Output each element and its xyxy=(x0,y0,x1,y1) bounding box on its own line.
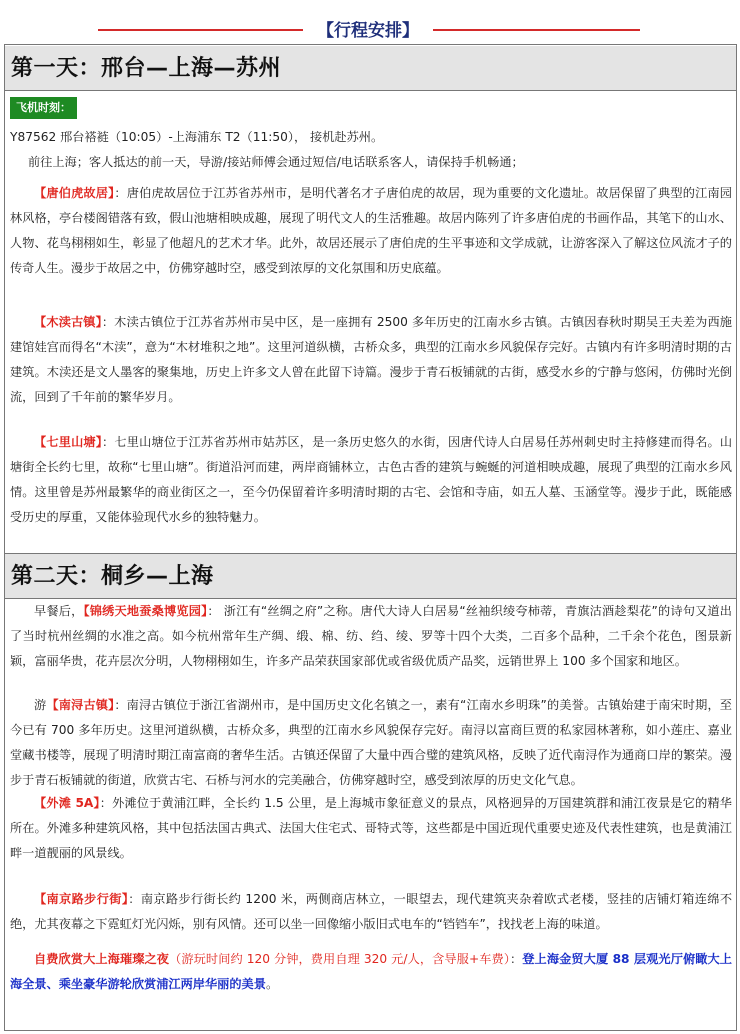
spot-tag: 【木渎古镇】 xyxy=(34,315,102,329)
spot-tag: 【外滩 5A】 xyxy=(34,796,100,810)
optional-highlight: 登上海金贸大厦 88 层观光厅俯瞰大上海全景、乘坐豪华游轮欣赏浦江两岸华丽的美景 xyxy=(10,952,732,991)
optional-colon: ： xyxy=(510,952,523,966)
day1-header xyxy=(5,46,736,91)
section-header xyxy=(0,14,740,44)
spot-text: ：七里山塘位于江苏省苏州市姑苏区，是一条历史悠久的水街，因唐代诗人白居易任苏州刺史时主持修建而得名。山塘街全长约七里，故称“七里山塘”。街道沿河而建，两岸商铺林立，古色古香的建筑与蜿蜒的河道相映成趣，展现了典型的江南水乡风情。这里曾是苏州最繁华的商业街区之一，至今仍保留着许多明清时期的古宅、会馆和寺庙，如五人墓、玉涵堂等。漫步于此，既能感受历史的厚重，又能体验现代水乡的独特魅力。 xyxy=(10,435,733,524)
spot-text: ：外滩位于黄浦江畔，全长约 1.5 公里，是上海城市象征意义的景点，风格迥异的万国建筑群和浦江夜景是它的精华所在。外滩多种建筑风格，其中包括法国古典式、法国大住宅式、哥特式等，这些都是中国近现代重要史迹及代表性建筑，也是黄浦江畔一道靓丽的风景线。 xyxy=(10,796,732,860)
spot-text: ：南浔古镇位于浙江省湖州市，是中国历史文化名镇之一，素有“江南水乡明珠”的美誉。古镇始建于南宋时期，至今已有 700 多年历史。这里河道纵横，古桥众多，典型的江南水乡风貌保存完好。南浔以富商巨贾的私家园林著称，如小莲庄、嘉业堂藏书楼等，展现了明清时期江南富商的奢华生活。古镇还保留了大量中西合璧的建筑风格，反映了近代南浔作为通商口岸的繁荣。漫步于青石板铺就的街道，欣赏古宅、石桥与河水的完美融合，仿佛穿越时空，感受到浓厚的历史文化气息。 xyxy=(10,698,732,787)
day1-title: 第一天：邢台—上海—苏州 xyxy=(11,56,282,81)
spot-tangbohu xyxy=(10,181,732,281)
optional-end: 。 xyxy=(265,977,279,991)
flight-info: Y87562 邢台褡裢（10:05）-上海浦东 T2（11:50）， 接机赴苏州。 xyxy=(10,130,384,144)
itinerary-frame xyxy=(4,44,737,1031)
spot-tag: 【南京路步行街】 xyxy=(34,892,129,906)
section-title: 【行程安排】 xyxy=(317,21,419,41)
flight-time-badge: 飞机时刻： xyxy=(10,97,77,119)
spot-silk-museum xyxy=(10,599,732,674)
spot-nanjing-road xyxy=(10,887,732,937)
spot-nanxun xyxy=(10,693,732,793)
spot-tag: 【七里山塘】 xyxy=(34,435,103,449)
spot-prefix: 早餐后， xyxy=(34,604,84,618)
spot-shantang xyxy=(10,430,732,530)
spot-tag: 【锦绣天地蚕桑博览园】 xyxy=(83,604,208,618)
spot-tag: 【南浔古镇】 xyxy=(46,698,115,712)
spot-text: ： 浙江有“丝绸之府”之称。唐代大诗人白居易“丝袖织绫夸柿蒂，青旗沽酒趁梨花”的诗句又道出了当时杭州丝绸的水准之高。如今杭州常年生产绸、缎、棉、纺、绉、绫、罗等十四个大类，二百多个品种，二千余个花色，图景新颖，富丽华贵，花卉层次分明，人物栩栩如生，许多产品荣获国家部优或省级优质产品奖，远销世界上 100 多个国家和地区。 xyxy=(10,604,732,668)
optional-tag: 自费欣赏大上海璀璨之夜 xyxy=(34,952,170,966)
optional-night-tour xyxy=(10,947,732,997)
spot-text: ：木渎古镇位于江苏省苏州市吴中区，是一座拥有 2500 多年历史的江南水乡古镇。古镇因春秋时期吴王夫差为西施建馆娃宫而得名“木渎”，意为“木材堆积之地”。这里河道纵横，古桥众多，典型的江南水乡风貌保存完好。古镇内有许多明清时期的古建筑。木渎还是文人墨客的聚集地，历史上许多文人曾在此留下诗篇。漫步于青石板铺就的古街，感受水乡的宁静与悠闲，仿佛时光倒流，回到了千年前的繁华岁月。 xyxy=(10,315,732,404)
optional-fee-note: （游玩时间约 120 分钟，费用自理 320 元/人，含导服+车费） xyxy=(169,952,510,966)
spot-text: ：唐伯虎故居位于江苏省苏州市，是明代著名才子唐伯虎的故居，现为重要的文化遗址。故居保留了典型的江南园林风格，亭台楼阁错落有致，假山池塘相映成趣，展现了明代文人的生活雅趣。故居内陈列了许多唐伯虎的书画作品，其笔下的山水、人物、花鸟栩栩如生，彰显了他超凡的艺术才华。此外，故居还展示了唐伯虎的生平事迹和文学成就，让游客深入了解这位风流才子的传奇人生。漫步于故居之中，仿佛穿越时空，感受到浓厚的文化氛围和历史底蕴。 xyxy=(10,186,732,275)
day2-title: 第二天：桐乡—上海 xyxy=(11,564,214,589)
spot-prefix: 游 xyxy=(34,698,47,712)
header-rule-right xyxy=(433,29,640,31)
header-rule-left xyxy=(98,29,303,31)
spot-tag: 【唐伯虎故居】 xyxy=(34,186,115,200)
day2-header xyxy=(5,553,736,599)
spot-text: ：南京路步行街长约 1200 米，两侧商店林立，一眼望去，现代建筑夹杂着欧式老楼，竖挂的店铺灯箱连绵不绝，尤其夜幕之下霓虹灯光闪烁，别有风情。还可以坐一回像缩小版旧式电车的“铛铛车”，找找老上海的味道。 xyxy=(10,892,733,931)
spot-mudu xyxy=(10,310,732,410)
spot-bund xyxy=(10,791,732,866)
day1-intro: 前往上海；客人抵达的前一天，导游/接站师傅会通过短信/电话联系客人，请保持手机畅通； xyxy=(28,155,524,169)
